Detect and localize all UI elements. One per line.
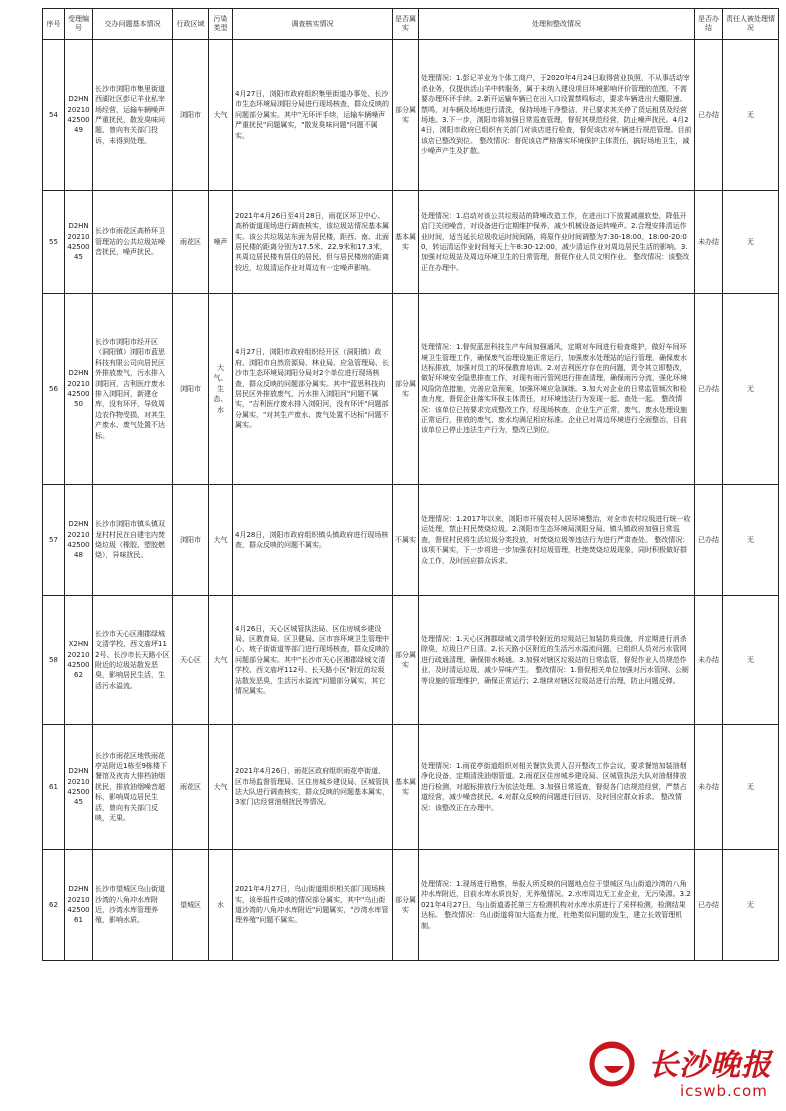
row-issue: 长沙市浏阳市镇头镇双龙村村民在自建宅内焚烧垃圾（橡胶、塑胶燃烧），异味扰民。 [93,485,173,596]
table-row [43,596,779,725]
row-survey: 4月26日，天心区城管执法局、区住房城乡建设局、区教育局、区卫健局、区市容环境卫生管理中心、坡子街街道等部门进行现场核查，群众反映的问题部分属实。其中"长沙市天心区湘郡绿城文清学校、西文庙坪112号、长天路小区"附近的垃圾站散发恶臭，生活污水溢流"问题部分属实，其它情况属实。 [233,596,393,725]
row-true: 基本属实 [393,191,419,294]
table-row [43,40,779,191]
header-issue: 交办问题基本情况 [93,9,173,40]
header-true: 是否属实 [393,9,419,40]
row-no: 62 [43,850,65,961]
row-survey: 4月28日，浏阳市政府组织镇头镇政府进行现场核查，群众反映的问题不属实。 [233,485,393,596]
row-survey: 4月27日，浏阳市政府组织经开区（洞阳镇）政府、浏阳市自然资源局、林业局、应急管理局、长沙市生态环境局浏阳分局对2个单位进行现场核查，群众反映的问题部分属实。其中"蓝思科技向居民区外排放废气，污水排入浏阳河"问题不属实，"吉利医疗废水排入浏阳河，没有环评"问题部分属实，"对其生产废水、废气处置不达标"问题不属实。 [233,294,393,485]
row-done: 已办结 [695,294,723,485]
row-area: 浏阳市 [173,294,209,485]
row-done: 已办结 [695,485,723,596]
row-issue: 长沙市浏阳市经开区（洞阳镇）浏阳市蓝思科技有限公司向居民区外排放废气，污水排入浏阳河，吉利医疗废水排入浏阳河，新建仓库，没有环评，导致周边农作物受损，对其生产废水、废气处置不达标。 [93,294,173,485]
row-survey: 2021年4月26日至4月28日，雨花区环卫中心、高桥街道现场进行调查核实，该垃圾站情况基本属实。该公共垃圾站东面为居民楼，距西、南、北面居民楼的距离分别为17.5米、22.9米和17.3米，其周边居民楼有居住的居民，但与居民楼房的距离较近，垃圾清运作业对周边有一定噪声影响。 [233,191,393,294]
header-done: 是否办结 [695,9,723,40]
row-no: 56 [43,294,65,485]
row-type: 大气 [209,40,233,191]
row-true: 部分属实 [393,294,419,485]
row-area: 望城区 [173,850,209,961]
table-row [43,850,779,961]
row-id: D2HN202104250049 [65,40,93,191]
row-issue: 长沙市浏阳市集里街道西湖社区彭记羊业私宰场经营，运输车辆噪声严重扰民，散发臭味问题，曾向有关部门投诉，未得到处理。 [93,40,173,191]
row-id: X2HN202104250062 [65,596,93,725]
row-person: 无 [723,850,779,961]
row-type: 大气、生态、水 [209,294,233,485]
header-area: 行政区域 [173,9,209,40]
row-action: 处理情况：1.督促蓝思科技生产车间加强通风，定期对车间进行检查维护，做好车间环境卫生管理工作，确保废气治理设施正常运行，加强废水处理站的运行管理，确保废水达标排放，加强对员工的环保教育培训。2.对吉利医疗存在的问题，责令其立即整改，做好环境安全隐患排查工作，对现有雨污管网进行排查清理，确保雨污分流，强化环境风险防范措施，完善应急预案，加强环境应急演练。3.加大对企业的日常监管频次和检查力度，督促企业落实环保主体责任，对环境违法行为发现一起、查处一起。 整改情况：该单位已按要求完成整改工作，经现场核查，企业生产正常，废气、废水处理设施正常运行，排放的废气、废水均满足相应标准。企业已对周边环境进行全面整治，目前该单位已停止违法生产行为，整改已到位。 [419,294,695,485]
table-row [43,191,779,294]
row-area: 雨花区 [173,725,209,850]
row-person: 无 [723,725,779,850]
row-person: 无 [723,485,779,596]
row-action: 处理情况：1.现场进行勘察，举报人所反映的问题地点位于望城区乌山街道沙湾的八角冲水库附近，目前水库水质良好，无养殖情况。2.水库周边无工业企业，无污染源。3.2021年4月27日，乌山街道委托第三方检测机构对水库水质进行了采样检测，检测结果达标。 整改情况：乌山街道将加大巡查力度，杜绝类似问题的发生，建立长效管理机制。 [419,850,695,961]
row-area: 浏阳市 [173,40,209,191]
watermark-brand: 长沙晚报 [648,1048,772,1083]
row-action: 处理情况：1.2017年以来，浏阳市开展农村人居环境整治，对全市农村垃圾进行统一收运处理，禁止村民焚烧垃圾。2.浏阳市生态环境局浏阳分局、镇头镇政府加强日常巡查，督促村民将生活垃圾分类投放，对焚烧垃圾等违法行为进行严肃查处。 整改情况：该项不属实，下一步将进一步加强农村垃圾管理，杜绝焚烧垃圾现象，同时积极做好群众工作，及时回应群众诉求。 [419,485,695,596]
row-no: 57 [43,485,65,596]
header-action: 处理和整改情况 [419,9,695,40]
row-action: 处理情况：1.雨花亭街道组织对相关餐饮负责人召开整改工作会议，要求餐馆加装油烟净化设备，定期清洗油烟管道。2.雨花区住房城乡建设局、区城管执法大队对油烟排放进行检测，对超标排放行为依法处理。3.加强日常巡查，督促各门店规范经营，严禁占道经营，减少噪音扰民。4.对群众反映的问题进行回访，及时回应群众诉求。 整改情况：该整改正在办理中。 [419,725,695,850]
complaint-table [42,8,779,961]
header-no: 序号 [43,9,65,40]
row-true: 基本属实 [393,725,419,850]
header-survey: 调查核实情况 [233,9,393,40]
row-person: 无 [723,294,779,485]
row-no: 54 [43,40,65,191]
row-done: 已办结 [695,850,723,961]
table-row [43,485,779,596]
row-no: 55 [43,191,65,294]
row-area: 浏阳市 [173,485,209,596]
row-type: 噪声 [209,191,233,294]
row-area: 天心区 [173,596,209,725]
table-row [43,294,779,485]
row-area: 雨花区 [173,191,209,294]
row-done: 未办结 [695,191,723,294]
row-survey: 2021年4月26日，雨花区政府组织雨花亭街道、区市场监督管理局、区住房城乡建设局、区城管执法大队进行调查核实，群众反映的问题基本属实，3家门店经营油烟扰民等情况。 [233,725,393,850]
table-row [43,725,779,850]
row-person: 无 [723,191,779,294]
header-person: 责任人被处理情况 [723,9,779,40]
row-type: 水 [209,850,233,961]
row-done: 已办结 [695,40,723,191]
table-header [43,9,779,40]
row-survey: 4月27日，浏阳市政府组织集里街道办事处、长沙市生态环境局浏阳分局进行现场核查，群众反映的问题部分属实。其中"无环评手续，运输车辆噪声严重扰民"问题属实，"散发臭味问题"问题不属实。 [233,40,393,191]
row-type: 大气 [209,485,233,596]
row-person: 无 [723,596,779,725]
row-true: 不属实 [393,485,419,596]
row-person: 无 [723,40,779,191]
row-done: 未办结 [695,725,723,850]
row-type: 大气 [209,596,233,725]
row-survey: 2021年4月27日，乌山街道组织相关部门现场核实，该举报件反映的情况部分属实，其中"乌山街道沙湾的八角冲水库附近"问题属实，"沙湾水库管理养殖"问题不属实。 [233,850,393,961]
row-id: D2HN202104250045 [65,191,93,294]
row-id: D2HN202104250045 [65,725,93,850]
row-true: 部分属实 [393,850,419,961]
row-done: 未办结 [695,596,723,725]
row-true: 部分属实 [393,40,419,191]
row-id: D2HN202104250061 [65,850,93,961]
row-no: 58 [43,596,65,725]
row-action: 处理情况：1.启动对该公共垃圾站的降噪改造工作，在进出口下放置减震软垫，降低开启门关闭噪音，对设备进行定期维护保养，减少机械设备运转噪声。2.合理安排清运作业时间，适当延长垃圾收运时间间隔，将原作业时间调整为7:30-18:00、18:00-20:00，转运清运作业时间每天上午8:30-12:00，减少清运作业对周边居民生活的影响。3.加强对垃圾站及周边环境卫生的日常管理，督促作业人员文明作业。 整改情况：该整改正在办理中。 [419,191,695,294]
watermark-url: icswb.com [680,1082,768,1100]
row-id: D2HN202104250048 [65,485,93,596]
row-no: 61 [43,725,65,850]
row-action: 处理情况：1.彭记羊业为个体工商户，于2020年4月24日取得营业执照，不从事活动宰杀业务，仅提供活山羊中转服务，属于未纳入建设项目环境影响评价管理的范围，不需要办理环评手续。2.新开运输车辆已在出入口设置禁鸣标志，要求车辆进出大棚限速、禁鸣，对车辆及场地进行清洗，保持场地干净整洁，并已要求其关停了货运租赁及经营场地。3.下一步，浏阳市将加强日常巡查管理，督促其规范经营，防止噪声扰民。4月24日，浏阳市政府已组织有关部门对该店进行检查，督促该店对车辆进行规范管理。目前该店已整改到位。 整改情况：督促该店严格落实环境保护主体责任，搞好场地卫生，减少噪声产生及扩散。 [419,40,695,191]
header-type: 污染类型 [209,9,233,40]
row-type: 大气 [209,725,233,850]
row-action: 处理情况：1.天心区湘郡绿城文清学校附近的垃圾站已加装防臭设施，并定期进行消杀除臭，垃圾日产日清。2.长天路小区附近的生活污水溢流问题，已组织人员对污水管网进行疏通清理，确保排水畅通。3.加强对辖区垃圾站的日常监管，督促作业人员规范作业，及时清运垃圾，减少异味产生。 整改情况：1.督促相关单位加强对污水管网、公厕等设施的管理维护，确保正常运行；2.继续对辖区垃圾站进行治理，防止问题反弹。 [419,596,695,725]
header-id: 受理编号 [65,9,93,40]
row-issue: 长沙市雨花区地铁雨花亭站附近1栋至9栋楼下餐馆及夜宵大排档油烟扰民，排放油烟噪音超标，影响周边居民生活，曾向有关部门反映，无果。 [93,725,173,850]
row-issue: 长沙市雨花区高桥环卫管理站的公共垃圾站噪音扰民，噪声扰民。 [93,191,173,294]
row-true: 部分属实 [393,596,419,725]
row-issue: 长沙市望城区乌山街道沙湾的八角冲水库附近，沙湾水库管理养殖，影响水质。 [93,850,173,961]
row-issue: 长沙市天心区湘郡绿城文清学校、西文庙坪112号、长沙市长天路小区附近的垃圾站散发恶臭，影响居民生活，生活污水溢流。 [93,596,173,725]
row-id: D2HN202104250050 [65,294,93,485]
